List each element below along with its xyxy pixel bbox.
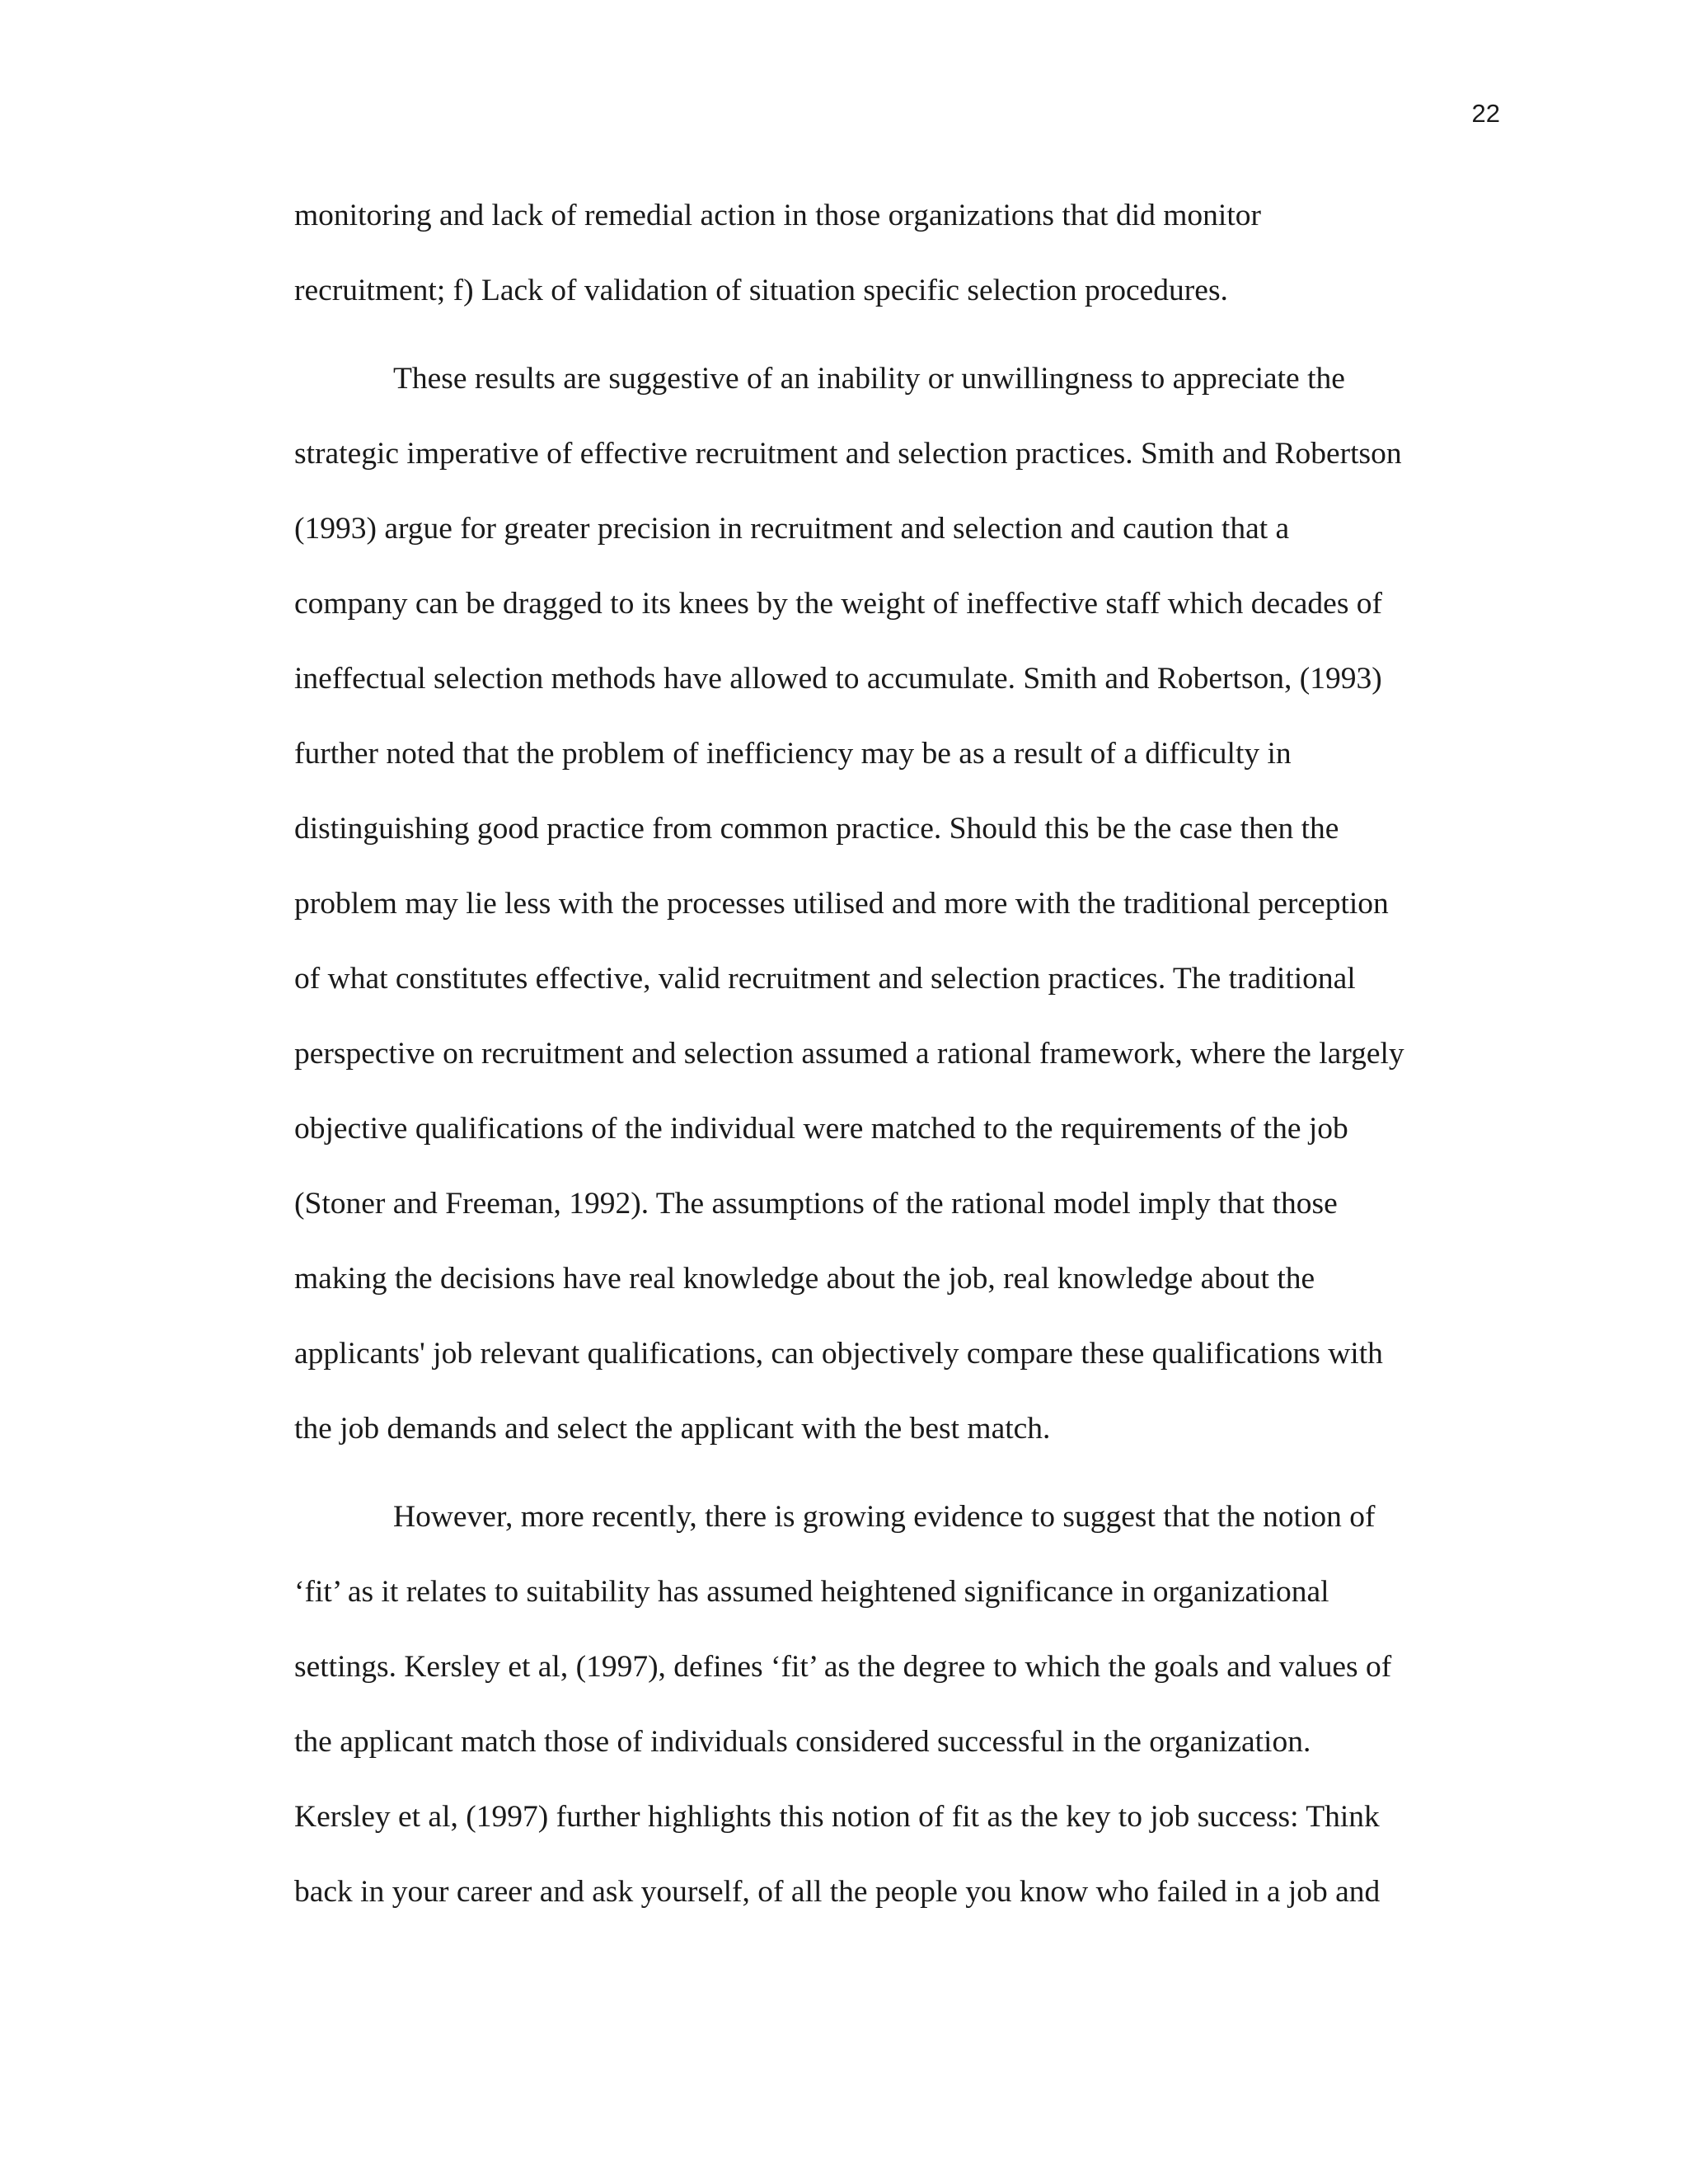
paragraph — [294, 359, 1481, 1483]
page-number: 22 — [1471, 99, 1500, 128]
paragraph — [294, 1497, 1481, 1947]
text-line: company can be dragged to its knees by the weight of ineffective staff which decades of — [294, 587, 1383, 621]
text-line: settings. Kersley et al, (1997), defines ‘fit’ as the degree to which the goals and values of — [294, 1650, 1392, 1684]
body-text — [294, 195, 1481, 1947]
text-line: the applicant match those of individuals considered successful in the organization. — [294, 1725, 1311, 1759]
text-line: ineffectual selection methods have allowed to accumulate. Smith and Robertson, (1993) — [294, 662, 1382, 696]
text-line: strategic imperative of effective recruitment and selection practices. Smith and Robertson — [294, 437, 1402, 471]
text-line: of what constitutes effective, valid recruitment and selection practices. The traditional — [294, 962, 1356, 996]
text-line: perspective on recruitment and selection assumed a rational framework, where the largely — [294, 1037, 1404, 1071]
text-line: back in your career and ask yourself, of all the people you know who failed in a job and — [294, 1875, 1381, 1909]
text-line: distinguishing good practice from common practice. Should this be the case then the — [294, 812, 1339, 846]
text-line: the job demands and select the applicant with the best match. — [294, 1412, 1051, 1446]
text-line: However, more recently, there is growing evidence to suggest that the notion of — [393, 1500, 1376, 1534]
text-line: Kersley et al, (1997) further highlights this notion of fit as the key to job success: Think — [294, 1800, 1380, 1834]
text-line: problem may lie less with the processes utilised and more with the traditional perception — [294, 887, 1389, 921]
text-line: monitoring and lack of remedial action in those organizations that did monitor — [294, 199, 1261, 232]
text-line: further noted that the problem of inefficiency may be as a result of a difficulty in — [294, 737, 1292, 771]
text-line: These results are suggestive of an inability or unwillingness to appreciate the — [393, 362, 1345, 396]
text-line: making the decisions have real knowledge about the job, real knowledge about the — [294, 1262, 1315, 1296]
text-line: (Stoner and Freeman, 1992). The assumptions of the rational model imply that those — [294, 1187, 1338, 1221]
text-line: (1993) argue for greater precision in recruitment and selection and caution that a — [294, 512, 1290, 546]
text-line: applicants' job relevant qualifications, can objectively compare these qualifications with — [294, 1337, 1383, 1371]
paragraph — [294, 195, 1481, 345]
text-line: ‘fit’ as it relates to suitability has assumed heightened significance in organizational — [294, 1575, 1329, 1609]
text-line: objective qualifications of the individual were matched to the requirements of the job — [294, 1112, 1348, 1146]
text-line: recruitment; f) Lack of validation of situation specific selection procedures. — [294, 274, 1228, 307]
